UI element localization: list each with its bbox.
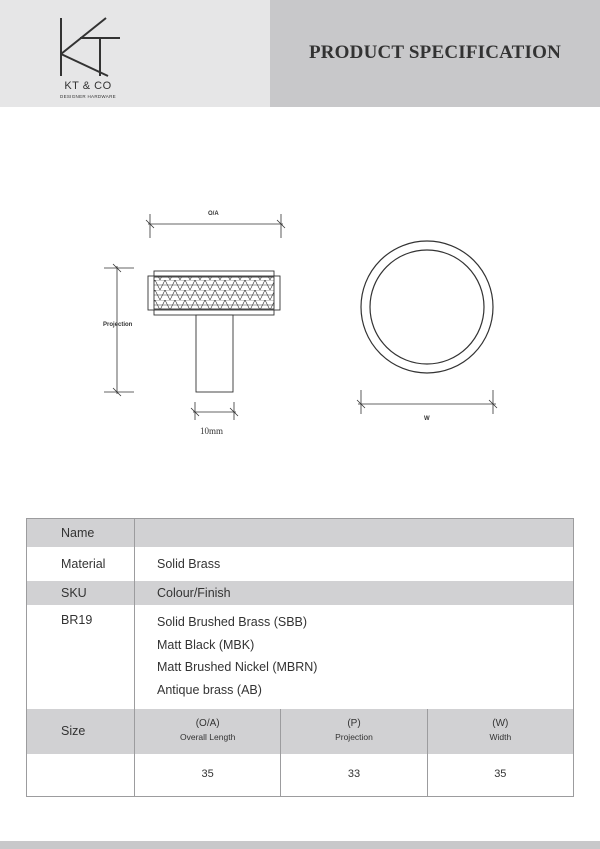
projection-value: 33 [281, 754, 427, 796]
size-caption: Overall Length [180, 732, 236, 742]
specification-table [26, 518, 574, 797]
size-label: Size [27, 709, 135, 754]
sku-header-row [27, 581, 573, 605]
finish-item: Matt Brushed Nickel (MBRN) [157, 660, 318, 674]
name-row [27, 519, 573, 547]
finish-row [27, 605, 573, 709]
knob-top-view [361, 241, 493, 373]
size-caption: Projection [335, 732, 373, 742]
material-label: Material [27, 547, 135, 581]
size-values-blank [27, 754, 135, 796]
finish-item: Antique brass (AB) [157, 682, 262, 697]
size-code: (W) [492, 718, 509, 729]
size-values-row [27, 754, 573, 796]
width-dimension-line [357, 390, 497, 414]
material-value: Solid Brass [157, 557, 221, 571]
name-label: Name [27, 519, 135, 547]
brand-tagline: DESIGNER HARDWARE [60, 94, 116, 99]
width-label: W [424, 416, 430, 422]
projection-label: Projection [103, 322, 133, 328]
size-col-overall [135, 709, 281, 754]
finish-item: Matt Black (MBK) [157, 637, 255, 652]
finish-list [135, 605, 573, 709]
size-col-projection [281, 709, 427, 754]
size-col-width [428, 709, 573, 754]
brand-name: KT & CO [64, 80, 112, 92]
overall-label: O/A [208, 211, 219, 217]
overall-dimension-line [146, 214, 285, 238]
knob-side-view [148, 271, 280, 392]
page-title: PRODUCT SPECIFICATION [308, 42, 562, 63]
material-row [27, 547, 573, 581]
finish-item: Solid Brushed Brass (SBB) [157, 615, 308, 629]
size-header-row [27, 709, 573, 754]
overall-length-value: 35 [135, 754, 281, 796]
stem-label: 10mm [200, 426, 224, 436]
stem-dimension-line [191, 402, 238, 420]
sku-label: SKU [27, 581, 135, 605]
size-caption: Width [489, 732, 512, 742]
sku-value: BR19 [27, 605, 135, 709]
size-code: (O/A) [195, 718, 220, 729]
size-code: (P) [347, 718, 361, 729]
footer-bar [0, 841, 600, 849]
width-value: 35 [494, 768, 507, 780]
finish-header: Colour/Finish [157, 586, 231, 600]
name-value [135, 519, 573, 547]
projection-dimension-line [104, 264, 134, 396]
